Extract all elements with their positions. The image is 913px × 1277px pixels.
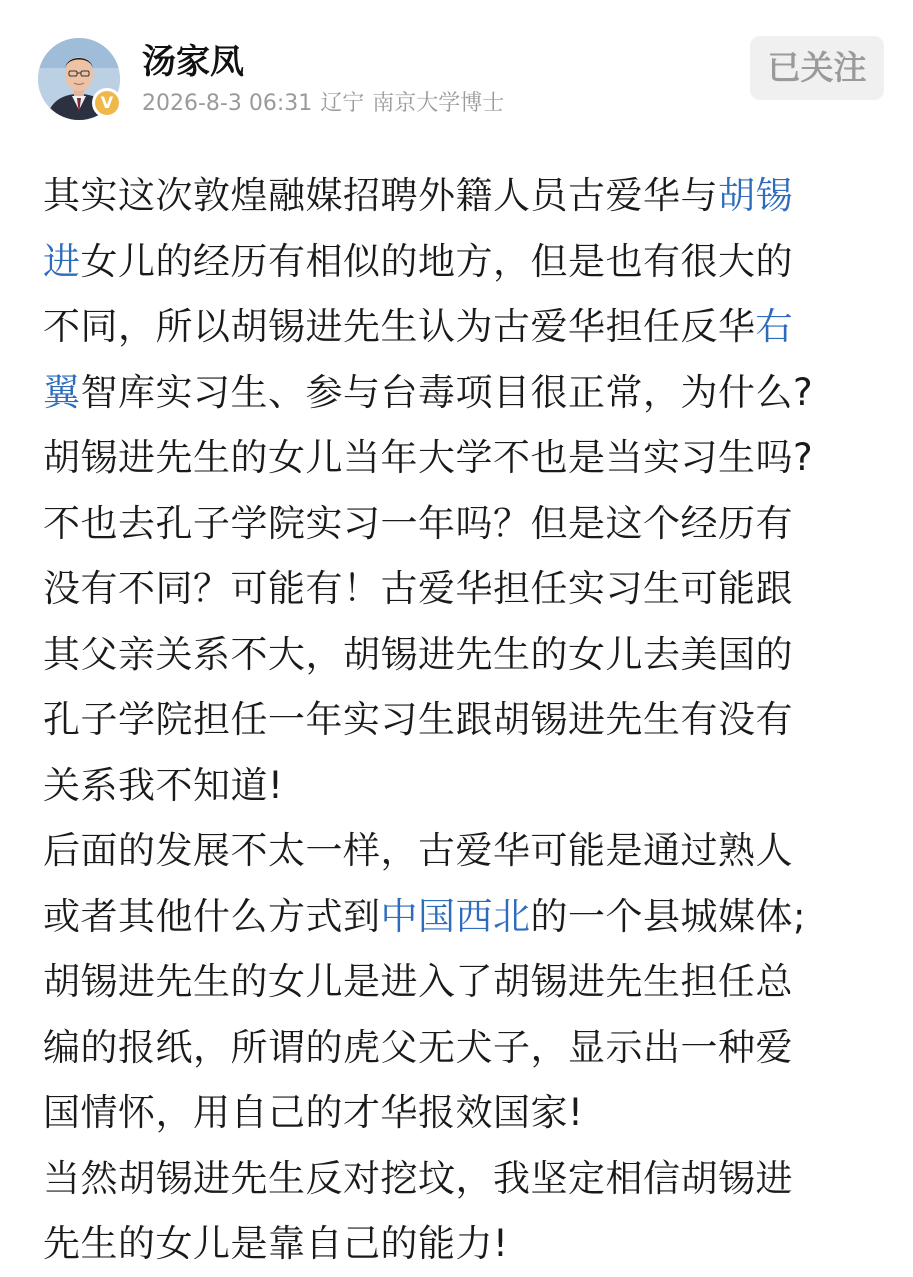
topic-link[interactable]: 进 [43, 239, 81, 283]
post-date: 2026-8-3 06:31 [142, 91, 313, 116]
post-text-line [43, 1211, 883, 1277]
post-body [43, 163, 883, 1277]
post-text-line [43, 622, 883, 688]
author-name[interactable]: 汤家凤 [142, 42, 244, 82]
post-text-line [43, 163, 883, 229]
post-text-line [43, 229, 883, 295]
post-text-line [43, 491, 883, 557]
post-text: 其父亲关系不大，胡锡进先生的女儿去美国的 [43, 632, 793, 676]
topic-link[interactable]: 右 [755, 305, 793, 348]
post-text: 的一个县城媒体; [530, 894, 806, 938]
post-text-line [43, 884, 883, 950]
post-text-line [43, 949, 883, 1015]
topic-link[interactable]: 翼 [43, 370, 81, 414]
author-title: 南京大学博士 [372, 91, 505, 116]
post-text: 其实这次敦煌融媒招聘外籍人员古爱华与 [43, 174, 718, 217]
post-text-line [43, 1015, 883, 1081]
post-text-line [43, 1146, 883, 1212]
post-text-line [43, 360, 883, 426]
post-text: 或者其他什么方式到 [43, 894, 381, 938]
post-text: 智库实习生、参与台毒项目很正常，为什么? [80, 370, 814, 414]
author-avatar[interactable] [38, 38, 120, 120]
post-header [0, 0, 913, 140]
post-text-line [43, 1080, 883, 1146]
verified-badge-icon: V [92, 88, 122, 118]
post-text-line [43, 425, 883, 491]
post-text: 国情怀，用自己的才华报效国家! [43, 1091, 584, 1134]
post-text: 不同，所以胡锡进先生认为古爱华担任反华 [43, 305, 756, 348]
post-text: 没有不同？可能有！古爱华担任实习生可能跟 [43, 567, 793, 610]
post-text: 胡锡进先生的女儿当年大学不也是当实习生吗? [43, 436, 814, 479]
post-text: 胡锡进先生的女儿是进入了胡锡进先生担任总 [43, 960, 793, 1003]
topic-link[interactable]: 胡锡 [718, 174, 793, 217]
post-text-line [43, 753, 883, 819]
post-text: 不也去孔子学院实习一年吗？但是这个经历有 [43, 501, 793, 545]
post-text-line [43, 294, 883, 360]
post-text: 先生的女儿是靠自己的能力! [43, 1222, 509, 1265]
post-text: 关系我不知道! [43, 763, 284, 807]
post-text-line [43, 687, 883, 753]
follow-button[interactable]: 已关注 [750, 36, 884, 100]
post-meta [142, 88, 512, 120]
post-text: 后面的发展不太一样，古爱华可能是通过熟人 [43, 829, 793, 872]
post-text: 当然胡锡进先生反对挖坟，我坚定相信胡锡进 [43, 1156, 793, 1200]
post-text: 女儿的经历有相似的地方，但是也有很大的 [80, 239, 793, 283]
post-text: 编的报纸，所谓的虎父无犬子，显示出一种爱 [43, 1025, 793, 1069]
post-text-line [43, 556, 883, 622]
post-text: 孔子学院担任一年实习生跟胡锡进先生有没有 [43, 698, 793, 741]
post-text-line [43, 818, 883, 884]
post-location: 辽宁 [320, 91, 365, 116]
topic-link[interactable]: 中国西北 [380, 894, 531, 938]
